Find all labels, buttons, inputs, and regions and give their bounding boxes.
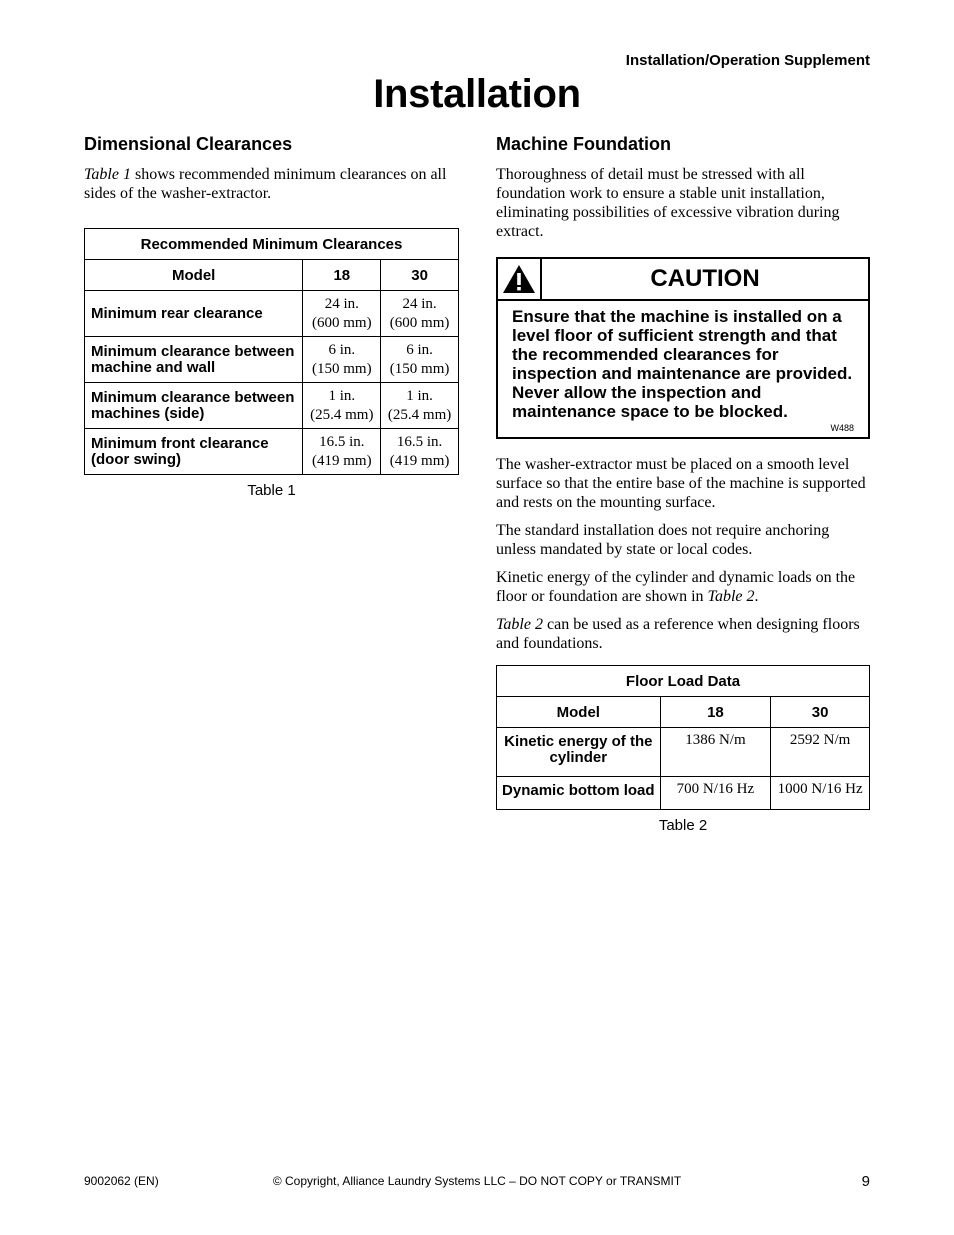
foundation-paragraph-1: Thoroughness of detail must be stressed with all foundation work to ensure a stable unit installation, eliminating possibilities of excessive vibration during extract. (496, 166, 840, 240)
table-row (85, 291, 459, 337)
table1-header-model: Model (85, 260, 303, 291)
cell-30: 1 in. (25.4 mm) (381, 383, 459, 429)
page-title: Installation (373, 72, 581, 116)
row-label: Minimum clearance between machines (side) (85, 383, 303, 429)
clearances-table (84, 228, 459, 475)
foundation-paragraph-3: The standard installation does not require anchoring unless mandated by state or local codes. (496, 522, 830, 558)
row-label: Minimum clearance between machine and wall (85, 337, 303, 383)
foundation-paragraph-2: The washer-extractor must be placed on a smooth level surface so that the entire base of the machine is supported and rests on the mounting surface. (496, 456, 866, 511)
cell-30: 24 in. (600 mm) (381, 291, 459, 337)
intro-text: shows recommended minimum clearances on all sides of the washer-extractor. (84, 166, 447, 202)
table-row (497, 777, 870, 810)
cell-30: 6 in. (150 mm) (381, 337, 459, 383)
table2-header-model: Model (497, 697, 661, 728)
caution-code: W488 (830, 423, 854, 433)
cell-18: 700 N/16 Hz (660, 777, 771, 810)
table2-reference: Table 2 (496, 616, 543, 633)
table1-header-18: 18 (303, 260, 381, 291)
footer-doc-number: 9002062 (EN) (84, 1174, 159, 1188)
dimensional-clearances-intro (84, 165, 459, 203)
row-label: Kinetic energy of the cylinder (497, 728, 661, 777)
machine-foundation-heading: Machine Foundation (496, 134, 671, 154)
cell-18: 16.5 in. (419 mm) (303, 429, 381, 475)
table-row (85, 429, 459, 475)
foundation-paragraph-4: Kinetic energy of the cylinder and dynamic loads on the floor or foundation are shown in Table 2. (496, 569, 856, 605)
cell-30: 2592 N/m (771, 728, 870, 777)
row-label: Minimum rear clearance (85, 291, 303, 337)
cell-18: 1386 N/m (660, 728, 771, 777)
footer-copyright: © Copyright, Alliance Laundry Systems LLC – DO NOT COPY or TRANSMIT (272, 1174, 682, 1188)
caution-box (496, 257, 870, 439)
table2-caption: Floor Load Data (497, 666, 870, 697)
dimensional-clearances-heading: Dimensional Clearances (84, 134, 293, 154)
table2-label: Table 2 (658, 817, 708, 834)
table1-label: Table 1 (247, 482, 296, 499)
warning-triangle-icon (498, 259, 542, 299)
cell-30: 16.5 in. (419 mm) (381, 429, 459, 475)
row-label: Minimum front clearance (door swing) (85, 429, 303, 475)
table1-caption: Recommended Minimum Clearances (85, 229, 459, 260)
cell-18: 6 in. (150 mm) (303, 337, 381, 383)
row-label: Dynamic bottom load (497, 777, 661, 810)
cell-18: 24 in. (600 mm) (303, 291, 381, 337)
table1-reference: Table 1 (84, 166, 131, 183)
caution-text: Ensure that the machine is installed on a level floor of sufficient strength and that the recommended clearances for inspection and maintenance are provided. Never allow the inspection and maintenance space to be blocked. (512, 307, 853, 421)
dimensional-clearances-section (84, 134, 459, 499)
table2-reference: Table 2 (707, 588, 755, 605)
floor-load-table (496, 665, 870, 810)
machine-foundation-section (496, 134, 870, 834)
table-row (85, 383, 459, 429)
table1-header-30: 30 (381, 260, 459, 291)
header-supplement-label: Installation/Operation Supplement (625, 52, 870, 69)
cell-18: 1 in. (25.4 mm) (303, 383, 381, 429)
footer-page-number: 9 (861, 1173, 870, 1190)
table2-header-30: 30 (771, 697, 870, 728)
table-row (85, 337, 459, 383)
table2-header-18: 18 (660, 697, 771, 728)
caution-title: CAUTION (650, 265, 760, 292)
table-row (497, 728, 870, 777)
foundation-paragraph-5: Table 2 can be used as a reference when designing floors and foundations. (496, 616, 860, 652)
cell-30: 1000 N/16 Hz (771, 777, 870, 810)
